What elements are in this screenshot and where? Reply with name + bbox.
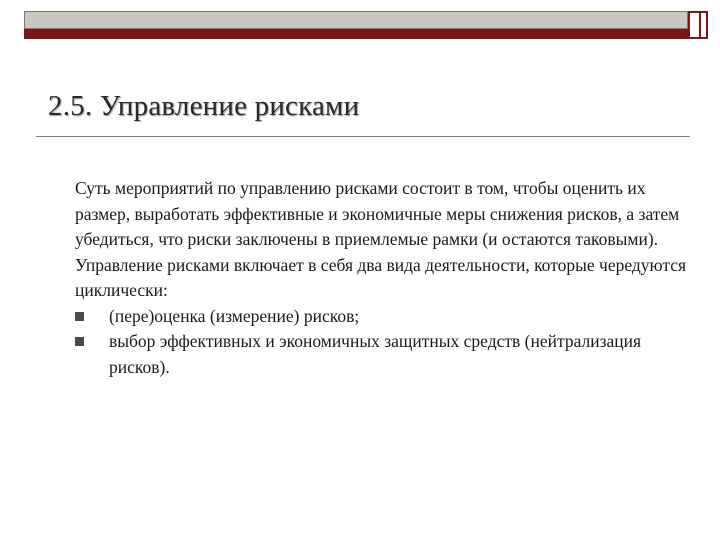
corner-divider-line	[699, 11, 701, 39]
bullet-item-1	[75, 304, 695, 330]
paragraph-1: Суть мероприятий по управлению рисками состоит в том, чтобы оценить их размер, выработать эффективные и экономичные меры снижения рисков, а затем убедиться, что риски заключены в приемлемые рамки (и остаются таковыми).	[75, 178, 680, 249]
bullet-text-2: выбор эффективных и экономичных защитных средств (нейтрализация рисков).	[109, 331, 642, 377]
square-bullet-icon	[75, 337, 84, 346]
slide-title: 2.5. Управление рисками	[48, 90, 360, 122]
square-bullet-icon	[75, 312, 84, 321]
bullet-item-2	[75, 329, 695, 380]
title-underline	[36, 136, 690, 137]
header-red-bar	[24, 29, 688, 39]
slide-content	[75, 176, 695, 380]
paragraph-2: Управление рисками включает в себя два вида деятельности, которые чередуются циклически:	[75, 254, 687, 300]
bullet-text-1: (пере)оценка (измерение) рисков;	[109, 305, 360, 326]
corner-decoration	[688, 11, 708, 39]
header-gray-bar	[24, 11, 688, 29]
